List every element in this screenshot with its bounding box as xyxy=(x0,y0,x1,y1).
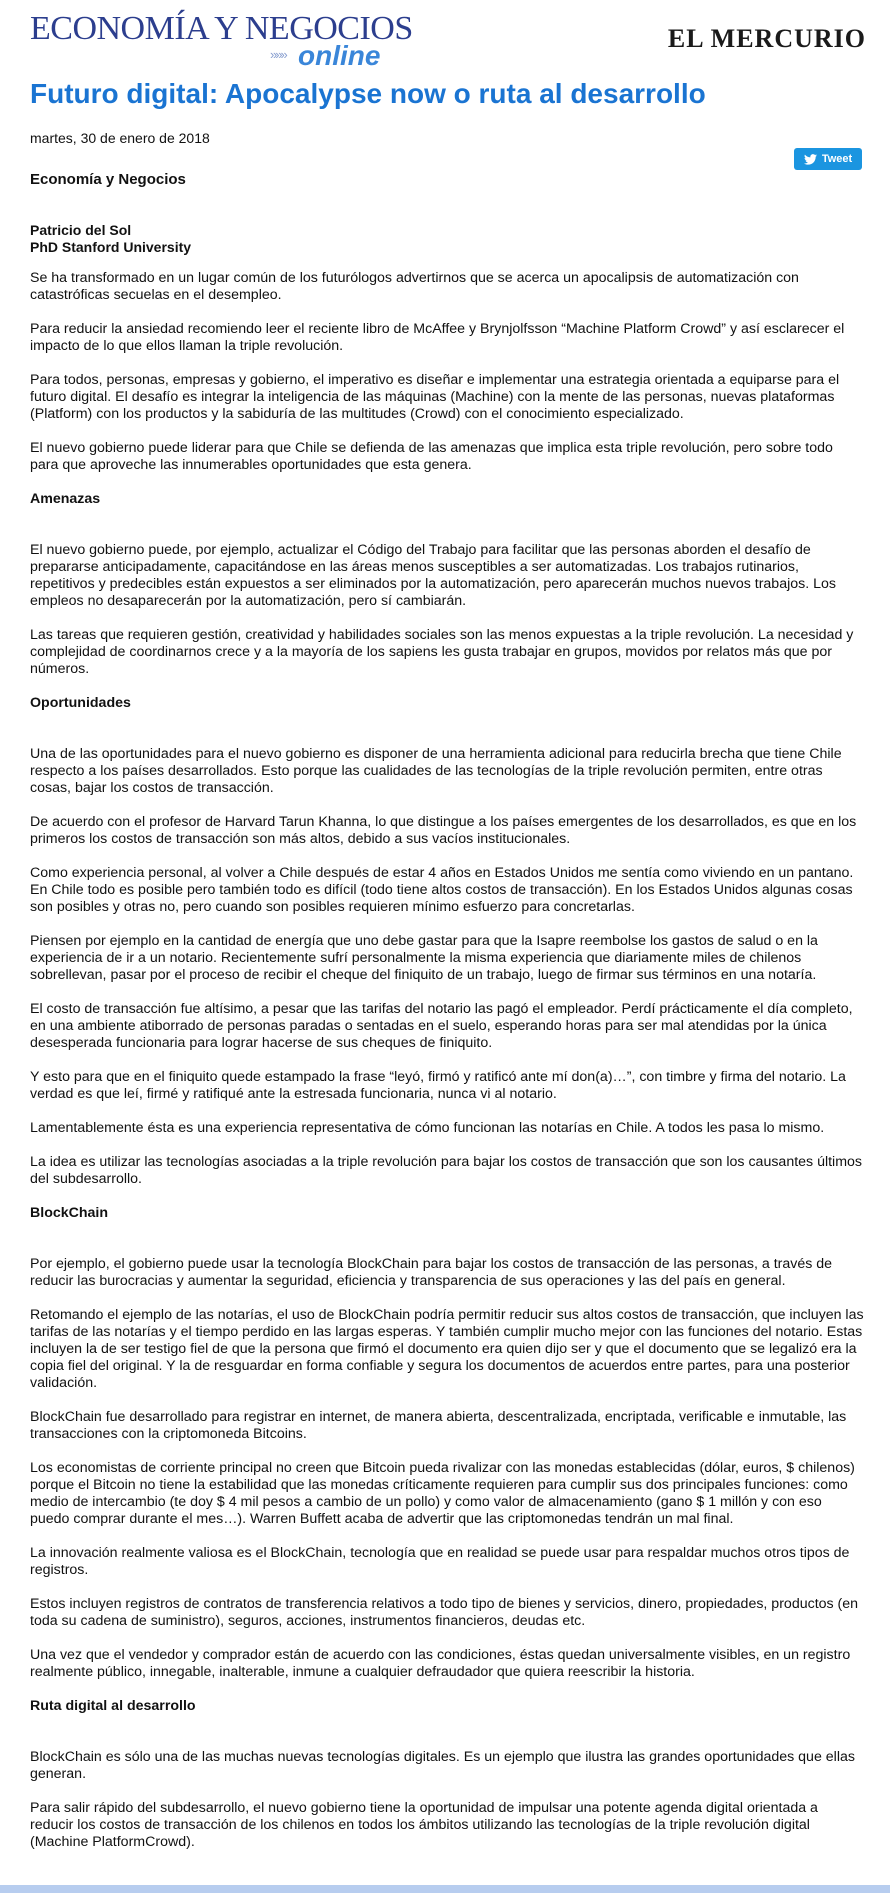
article-paragraph: Lamentablemente ésta es una experiencia representativa de cómo funcionan las notarías en Chile. A todos les pasa lo mismo. xyxy=(30,1120,825,1136)
article-paragraph: El costo de transacción fue altísimo, a pesar que las tarifas del notario las pagó el empleador. Perdí prácticamente el día completo, en una ambiente atiborrado de personas paradas o sentadas en el suelo, esperando horas para ser mal atendidas por la única desesperada funcionaria para lograr hacerse de sus cheques de finiquito. xyxy=(30,1001,853,1051)
section-label: Economía y Negocios xyxy=(30,171,186,188)
article-paragraph: Para reducir la ansiedad recomiendo leer el reciente libro de McAffee y Brynjolfsson “Machine Platform Crowd” y así esclarecer el impacto de lo que ellos llaman la triple revolución. xyxy=(30,321,845,354)
article-paragraph: De acuerdo con el profesor de Harvard Tarun Khanna, lo que distingue a los países emergentes de los desarrollados, es que en los primeros los costos de transacción son más altos, debido a sus vacíos institucionales. xyxy=(30,814,857,847)
article-paragraph: BlockChain fue desarrollado para registrar en internet, de manera abierta, descentralizada, encriptada, verificable e inmutable, las transacciones con la criptomoneda Bitcoins. xyxy=(30,1409,847,1442)
article-paragraph: Las tareas que requieren gestión, creatividad y habilidades sociales son las menos expuestas a la triple revolución. La necesidad y complejidad de coordinarnos crece y a la mayoría de los sapiens les gusta trabajar en grupos, movidos por relatos más que por números. xyxy=(30,627,854,677)
article-paragraph: El nuevo gobierno puede liderar para que Chile se defienda de las amenazas que implica esta triple revolución, pero sobre todo para que aproveche las innumerables oportunidades que esta genera. xyxy=(30,440,833,473)
article-paragraph: Como experiencia personal, al volver a Chile después de estar 4 años en Estados Unidos me sentía como viviendo en un pantano. En Chile todo es posible pero también todo es difícil (todo tiene altos costos de transacción). En los Estados Unidos algunas cosas son posibles y otras no, pero cuando son posibles requieren mínimo esfuerzo para concretarlas. xyxy=(30,865,854,915)
article-date: martes, 30 de enero de 2018 xyxy=(30,130,210,146)
tweet-button[interactable] xyxy=(794,148,862,170)
economia-y-negocios-logo[interactable] xyxy=(30,10,413,71)
author-name: Patricio del Sol xyxy=(30,222,132,238)
article-paragraph: Una de las oportunidades para el nuevo gobierno es disponer de una herramienta adicional para reducirla brecha que tiene Chile respecto a los países desarrollados. Esto porque las cualidades de las tecnologías de la triple revolución permiten, entre otras cosas, bajar los costos de transacción. xyxy=(30,746,842,796)
article-paragraph: BlockChain es sólo una de las muchas nuevas tecnologías digitales. Es un ejemplo que ilustra las grandes oportunidades que ellas generan. xyxy=(30,1749,855,1782)
section-heading: Oportunidades xyxy=(30,695,131,711)
article-paragraph: Por ejemplo, el gobierno puede usar la tecnología BlockChain para bajar los costos de transacción de las personas, a través de reducir las burocracias y aumentar la seguridad, eficiencia y transparencia de sus operaciones y las del país en general. xyxy=(30,1256,833,1289)
el-mercurio-logo[interactable]: EL MERCURIO xyxy=(667,24,866,53)
article-paragraph: Para salir rápido del subdesarrollo, el nuevo gobierno tiene la oportunidad de impulsar una potente agenda digital orientada a reducir los costos de transacción de los chilenos en todos los ámbitos utilizando las tecnologías de la triple revolución digital (Machine PlatformCrowd). xyxy=(30,1800,818,1850)
logo-main-text: ECONOMÍA Y NEGOCIOS xyxy=(30,10,413,47)
tweet-label: Tweet xyxy=(821,153,853,165)
author-affiliation: PhD Stanford University xyxy=(30,239,192,255)
logo-online-text: online xyxy=(298,40,381,71)
section-heading: Ruta digital al desarrollo xyxy=(30,1698,196,1714)
article-body xyxy=(30,270,864,1868)
article-paragraph: Los economistas de corriente principal no creen que Bitcoin pueda rivalizar con las monedas establecidas (dólar, euros, $ chilenos) porque el Bitcoin no tiene la estabilidad que las monedas críticamente requieren para cumplir sus dos principales funciones: como medio de intercambio (te doy $ 4 mil pesos a cambio de un pollo) y como valor de almacenamiento (gano $ 1 millón y con eso puedo comprar durante el mes…). Warren Buffett acaba de advertir que las criptomonedas tendrán un mal final. xyxy=(30,1460,855,1527)
section-heading: BlockChain xyxy=(30,1205,109,1221)
article-title: Futuro digital: Apocalypse now o ruta al desarrollo xyxy=(30,78,706,109)
article-paragraph: Estos incluyen registros de contratos de transferencia relativos a todo tipo de bienes y servicios, dinero, propiedades, productos (en toda su cadena de suministro), seguros, acciones, instrumentos financieros, deudas etc. xyxy=(30,1596,859,1629)
masthead xyxy=(0,0,890,72)
article-paragraph: Una vez que el vendedor y comprador están de acuerdo con las condiciones, éstas quedan universalmente visibles, en un registro realmente público, innegable, inalterable, inmune a cualquier defraudador que quiera reescribir la historia. xyxy=(30,1647,851,1680)
article-paragraph: Se ha transformado en un lugar común de los futurólogos advertirnos que se acerca un apocalipsis de automatización con catastróficas secuelas en el desempleo. xyxy=(30,270,799,303)
article-paragraph: El nuevo gobierno puede, por ejemplo, actualizar el Código del Trabajo para facilitar que las personas aborden el desafío de prepararse anticipadamente, capacitándose en las áreas menos susceptibles a ser automatizadas. Los trabajos rutinarios, repetitivos y predecibles están expuestos a ser eliminados por la automatización, pero aparecerán muchos nuevos trabajos. Los empleos no desaparecerán por la automatización, pero sí cambiarán. xyxy=(30,542,836,609)
article-paragraph: La idea es utilizar las tecnologías asociadas a la triple revolución para bajar los costos de transacción que son los causantes últimos del subdesarrollo. xyxy=(30,1154,863,1187)
article-paragraph: Retomando el ejemplo de las notarías, el uso de BlockChain podría permitir reducir sus altos costos de transacción, que incluyen las tarifas de las notarías y el tiempo perdido en las largas esperas. Y también cumplir mucho mejor con las funciones del notario. Estas incluyen la de ser testigo fiel de que la persona que firmó el documento era quien dijo ser y que el documento que se legalizó era la copia fiel del original. Y la de resguardar en forma confiable y segura los documentos de acuerdos entre partes, para una posterior validación. xyxy=(30,1307,864,1391)
article-paragraph: Piensen por ejemplo en la cantidad de energía que uno debe gastar para que la Isapre reembolse los gastos de salud o en la experiencia de ir a un notario. Recientemente sufrí personalmente la misma experiencia que diariamente miles de chilenos sobrellevan, pasar por el proceso de recibir el cheque del finiquito de un trabajo, luego de firmar sus términos en una notaría. xyxy=(30,933,818,983)
author-block xyxy=(30,222,191,256)
article-paragraph: La innovación realmente valiosa es el BlockChain, tecnología que en realidad se puede usar para respaldar muchos otros tipos de registros. xyxy=(30,1545,850,1578)
twitter-bird-icon xyxy=(804,154,817,165)
logo-arrows-icon: »»» xyxy=(270,47,286,62)
article-paragraph: Para todos, personas, empresas y gobierno, el imperativo es diseñar e implementar una estrategia orientada a equiparse para el futuro digital. El desafío es integrar la inteligencia de las máquinas (Machine) con la mente de las personas, nuevas plataformas (Platform) con los productos y la sabiduría de las multitudes (Crowd) con el conocimiento especializado. xyxy=(30,372,840,422)
article-paragraph: Y esto para que en el finiquito quede estampado la frase “leyó, firmó y ratificó ante mí don(a)…”, con timbre y firma del notario. La verdad es que leí, firmé y ratifiqué ante la estresada funcionaria, nunca vi al notario. xyxy=(30,1069,846,1102)
section-heading: Amenazas xyxy=(30,491,101,507)
bottom-bar xyxy=(0,1885,890,1893)
